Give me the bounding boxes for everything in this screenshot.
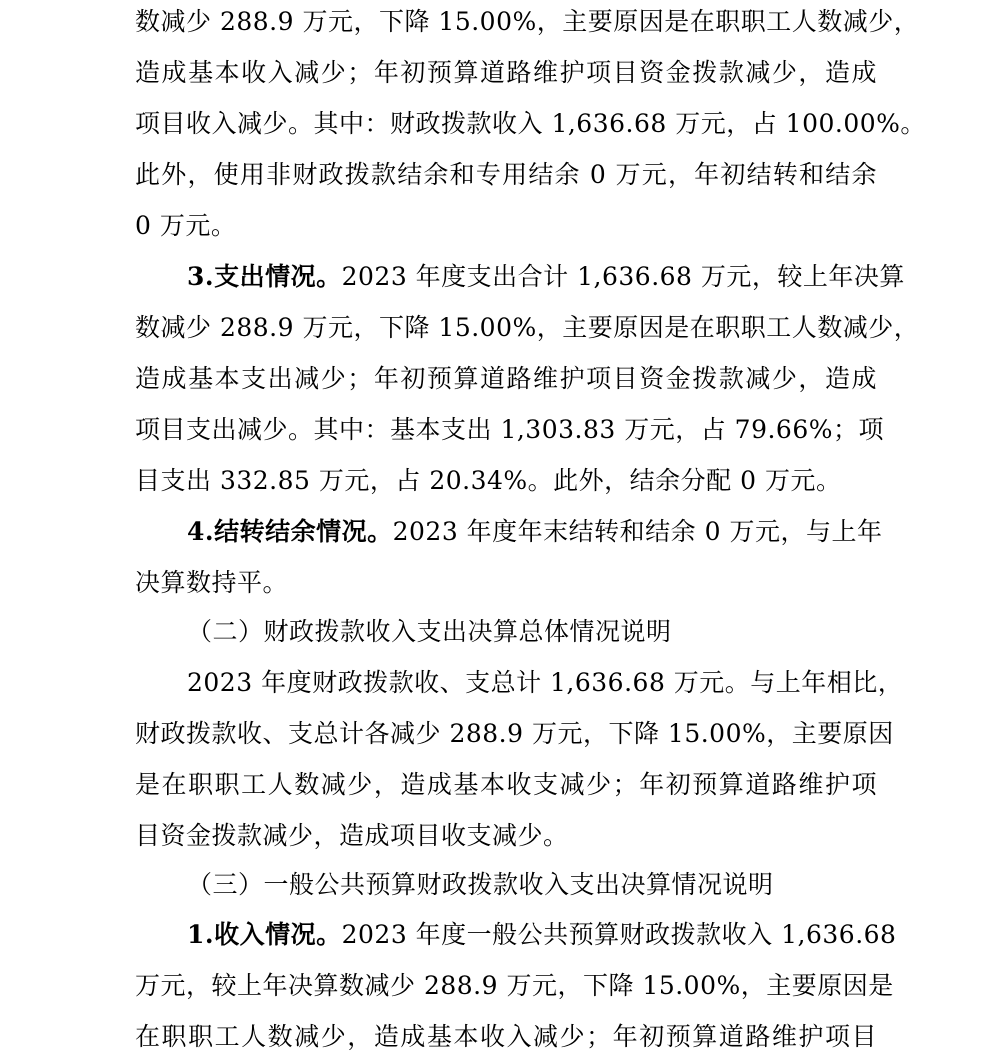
paragraph-line: 数减少 288.9 万元，下降 15.00%，主要原因是在职职工人数减少， (135, 7, 920, 36)
paragraph-first-line (187, 512, 883, 552)
section-heading: （三）一般公共预算财政拨款收入支出决算情况说明 (187, 870, 774, 899)
paragraph-first-line (187, 257, 905, 297)
paragraph-line: 财政拨款收、支总计各减少 288.9 万元，下降 15.00%，主要原因 (135, 719, 894, 748)
paragraph-first-line (187, 915, 897, 955)
paragraph-text: 2023 年度支出合计 1,636.68 万元，较上年决算 (341, 262, 905, 291)
paragraph-line: 决算数持平。 (135, 568, 289, 597)
paragraph-line: 0 万元。 (135, 211, 237, 240)
paragraph-line: 造成基本收入减少；年初预算道路维护项目资金拨款减少，造成 (135, 58, 877, 87)
paragraph-lead-heading: 3.支出情况。 (187, 262, 342, 291)
paragraph-line: 是在职职工人数减少，造成基本收支减少；年初预算道路维护项 (135, 770, 877, 799)
paragraph-line: 在职职工人数减少，造成基本收入减少；年初预算道路维护项目 (135, 1022, 877, 1051)
paragraph-text: 2023 年度年末结转和结余 0 万元，与上年 (392, 517, 883, 546)
paragraph-line: 目支出 332.85 万元，占 20.34%。此外，结余分配 0 万元。 (135, 466, 842, 495)
paragraph-first-line: 2023 年度财政拨款收、支总计 1,636.68 万元。与上年相比， (187, 668, 904, 697)
paragraph-line: 数减少 288.9 万元，下降 15.00%，主要原因是在职职工人数减少， (135, 313, 920, 342)
paragraph-lead-heading: 1.收入情况。 (187, 920, 342, 949)
paragraph-line: 万元，较上年决算数减少 288.9 万元，下降 15.00%，主要原因是 (135, 971, 894, 1000)
paragraph-text: 2023 年度一般公共预算财政拨款收入 1,636.68 (341, 920, 897, 949)
paragraph-lead-heading: 4.结转结余情况。 (187, 517, 393, 546)
section-heading: （二）财政拨款收入支出决算总体情况说明 (187, 617, 672, 646)
paragraph-line: 此外，使用非财政拨款结余和专用结余 0 万元，年初结转和结余 (135, 160, 877, 189)
paragraph-line: 造成基本支出减少；年初预算道路维护项目资金拨款减少，造成 (135, 364, 877, 393)
paragraph-line: 项目收入减少。其中：财政拨款收入 1,636.68 万元，占 100.00%。 (135, 109, 926, 138)
paragraph-line: 项目支出减少。其中：基本支出 1,303.83 万元，占 79.66%；项 (135, 415, 884, 444)
paragraph-line: 目资金拨款减少，造成项目收支减少。 (135, 821, 569, 850)
